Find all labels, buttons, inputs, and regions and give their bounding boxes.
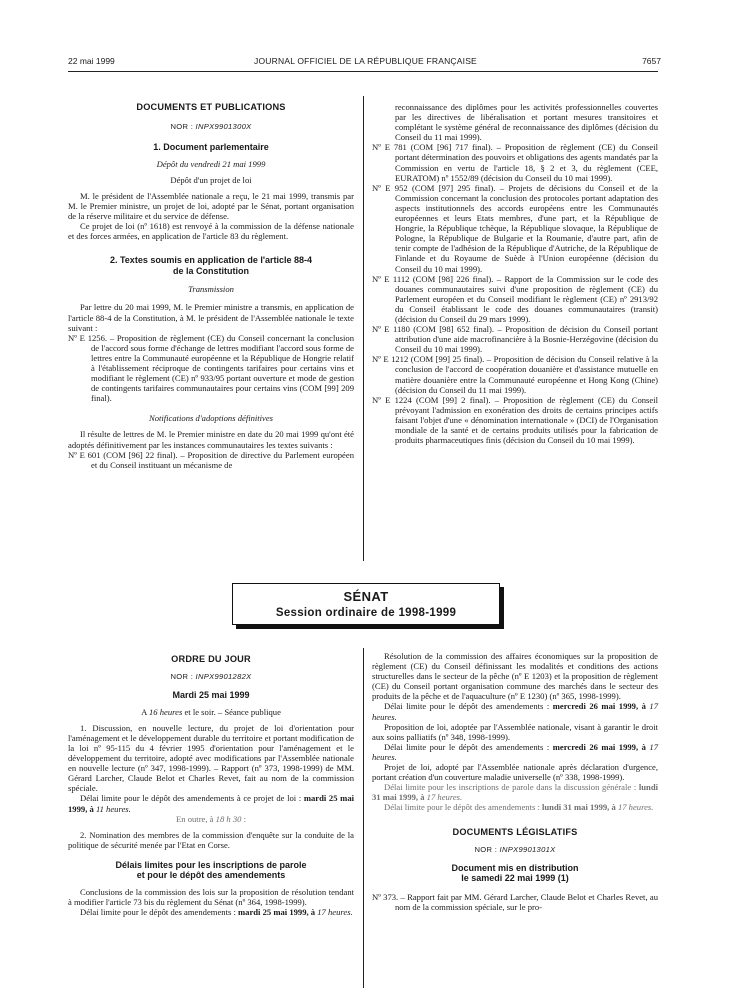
documents-legislatifs-title: DOCUMENTS LÉGISLATIFS (452, 826, 578, 837)
bottom-right-column (372, 651, 658, 912)
section-2-paragraph: Par lettre du 20 mai 1999, M. le Premier ministre a transmis, en application de l'article 88-4 de la Constitution, à M. le président de l'Assemblée nationale le texte suivant : (68, 302, 354, 333)
column-divider-bottom (363, 648, 364, 988)
agenda-item-2: 2. Nomination des membres de la commission d'enquête sur la conduite de la politique de sécurité menée par l'Etat en Corse. (68, 829, 354, 850)
list-item: Nº E 1212 (COM [99] 25 final). – Proposition de décision du Conseil relative à la conclusion de l'accord de coopération douanière et d'assistance mutuelle en matière douanière entre la Communauté européenne et Hong Kong (Chine) (décision du Conseil du 11 mai 1999). (372, 354, 658, 395)
ordre-du-jour-title: ORDRE DU JOUR (171, 654, 251, 664)
section-3-paragraph: Il résulte de lettres de M. le Premier ministre en date du 20 mai 1999 qu'ont été adoptés définitivement par les instances communautaires les textes suivants : (68, 429, 354, 450)
top-left-column (68, 102, 354, 470)
resolution-paragraph: Résolution de la commission des affaires économiques sur la proposition de règlement (CE) du Conseil définissant les modalités et conditions des actions structurelles dans le secteur de la pêche (nº E 1203) et la proposition de règlement (CE) du Conseil portant organisation commune des marchés dans le secteur des produits de la pêche et de l'aquaculture (nº E 1230) (nº 365, 1998-1999). (372, 651, 658, 702)
document-item: Nº 373. – Rapport fait par MM. Gérard Larcher, Claude Belot et Charles Revet, au nom de la commission spéciale, sur le pro- (372, 891, 658, 912)
section-2-title: 2. Textes soumis en application de l'article 88-4 de la Constitution (109, 255, 313, 276)
agenda-item-1: 1. Discussion, en nouvelle lecture, du projet de loi d'orientation pour l'aménagement et le développement durable du territoire et portant modification de la loi nº 95-115 du 4 février 1995 d'orientation pour l'aménagement et le développement du territoire, adopté avec modifications par l'Assemblée nationale en nouvelle lecture (nº 347, 1998-1999). – Rapport (nº 373, 1998-1999) de MM. Gérard Larcher, Claude Belot et Charles Revet, fait au nom de la commission spéciale. (68, 722, 354, 794)
projet-paragraph: Projet de loi, adopté par l'Assemblée nationale après déclaration d'urgence, portant création d'un couverture maladie universelle (nº 338, 1998-1999). (372, 762, 658, 783)
list-item: Nº E 952 (COM [97] 295 final). – Projets de décisions du Conseil et de la Commission concernant la conclusion des protocoles portant adaptation des aspects institutionnels des accords européens entre les Communautés européennes et leurs Etats membres, d'une part, et la République de Hongrie, la République tchèque, la République slovaque, la République de Pologne, la République de Bulgarie et la Roumanie, d'autre part, afin de tenir compte de l'adhésion de la République d'Autriche, de la République de Finlande et du Royaume de Suède à l'Union européenne (décision du Conseil du 10 mai 1999). (372, 182, 658, 274)
nor-reference: NOR : INPX9901301X (474, 844, 556, 854)
senat-title-box (232, 583, 500, 625)
header-rule (68, 71, 658, 72)
bottom-left-column (68, 654, 354, 917)
conclusions-paragraph: Conclusions de la commission des lois sur la proposition de résolution tendant à modifier l'article 73 bis du règlement du Sénat (nº 364, 1998-1999). (68, 886, 354, 907)
section-2-item: Nº E 1256. – Proposition de règlement (CE) du Conseil concernant la conclusion de l'accord sous forme d'échange de lettres modifiant l'accord sous forme de lettres entre la Communauté européenne et la République de Hongrie relatif à l'établissement réciproque de contingents tarifaires pour certains vins et modifiant le règlement (CE) nº 933/95 portant ouverture et mode de gestion de contingents tarifaires communautaires pour certains vins (COM [99] 209 final). (68, 332, 354, 404)
list-item: Nº E 1224 (COM [99] 2 final). – Proposition de règlement (CE) du Conseil prévoyant l'admission en exonération des droits de certains principes actifs faisant l'objet d'une « dénomination internationale » (DCI) de l'Organisation mondiale de la santé et de certains produits utilisés pour la fabrication de produits pharmaceutiques finis (décision du Conseil du 10 mai 1999). (372, 394, 658, 446)
page-header (0, 56, 731, 68)
section-1-date: Dépôt du vendredi 21 mai 1999 (156, 158, 266, 169)
header-date: 22 mai 1999 (68, 56, 115, 66)
section-2-subtitle: Transmission (188, 284, 234, 295)
senat-title: SÉNAT (343, 589, 389, 604)
column-divider-top (363, 96, 364, 561)
section-3-item: Nº E 601 (COM [96] 22 final). – Proposition de directive du Parlement européen et du Conseil instituant un mécanisme de (68, 449, 354, 470)
section-3-subtitle: Notifications d'adoptions définitives (148, 413, 274, 424)
header-journal-title: JOURNAL OFFICIEL DE LA RÉPUBLIQUE FRANÇAISE (254, 56, 477, 66)
deadline-amendments: Délai limite pour le dépôt des amendements : mardi 25 mai 1999, à 17 heures. (80, 907, 353, 918)
proposition-paragraph: Proposition de loi, adoptée par l'Assemblée nationale, visant à garantir le droit aux soins palliatifs (nº 348, 1998-1999). (372, 721, 658, 742)
top-right-column (372, 102, 658, 445)
deadline-amendments: Délai limite pour le dépôt des amendements : mercredi 26 mai 1999, à 17 heures. (372, 701, 658, 722)
section-1-subtitle: Dépôt d'un projet de loi (170, 174, 252, 185)
deadline-amendments: Délai limite pour le dépôt des amendements à ce projet de loi : mardi 25 mai 1999, à 11 heures. (68, 793, 355, 814)
list-item: Nº E 1112 (COM [98] 226 final). – Rapport de la Commission sur le code des douanes communautaires suivi d'une proposition de règlement (CE) du Parlement européen et du Conseil modifiant le règlement (CE) nº 2913/92 du Conseil établissant le code des douanes communautaires (transit) (décision du Conseil du 29 mars 1999). (372, 273, 658, 324)
distribution-title: Document mis en distribution le samedi 22 mai 1999 (1) (451, 862, 579, 884)
continued-item: reconnaissance des diplômes pour les activités professionnelles couvertes par les directives de libéralisation et portant mesures transitoires et complétant le système général de reconnaissance des diplômes (décision du Conseil du 11 mai 1999). (395, 102, 658, 143)
header-page-number: 7657 (642, 56, 661, 66)
deadlines-title: Délais limites pour les inscriptions de parole et pour le dépôt des amendements (115, 859, 307, 881)
deadline-amendments: Délai limite pour le dépôt des amendements : mercredi 26 mai 1999, à 17 heures. (372, 741, 658, 762)
nor-reference: NOR : INPX9901282X (170, 672, 252, 682)
session-day: Mardi 25 mai 1999 (172, 690, 250, 701)
section-1-title: 1. Document parlementaire (153, 142, 269, 153)
deadline-speakers: Délai limite pour les inscriptions de parole dans la discussion générale : lundi 31 mai 1999, à 17 heures. (372, 782, 658, 803)
deadline-amendments: Délai limite pour le dépôt des amendements : lundi 31 mai 1999, à 17 heures. (384, 802, 654, 813)
section-1-paragraph-1: M. le président de l'Assemblée nationale a reçu, le 21 mai 1999, transmis par M. le Premier ministre, un projet de loi, adopté par le Sénat, portant organisation de la réserve militaire et du service de défense. (68, 190, 354, 222)
session-time: A 16 heures et le soir. – Séance publique (141, 706, 281, 717)
list-item: Nº E 1180 (COM [98] 652 final). – Proposition de décision du Conseil portant attribution d'une aide macrofinancière à la Bosnie-Herzégovine (décision du Conseil du 10 mai 1999). (372, 324, 658, 355)
senat-session: Session ordinaire de 1998-1999 (275, 607, 457, 619)
additional-time: En outre, à 18 h 30 : (176, 813, 246, 824)
documents-publications-title: DOCUMENTS ET PUBLICATIONS (136, 102, 286, 112)
section-1-paragraph-2: Ce projet de loi (nº 1618) est renvoyé à la commission de la défense nationale et des forces armées, en application de l'article 83 du règlement. (68, 221, 354, 242)
nor-reference: NOR : INPX9901300X (170, 122, 252, 132)
list-item: Nº E 781 (COM [96] 717 final). – Proposition de règlement (CE) du Conseil portant détermination des pouvoirs et obligations des agents mandatés par la Commission en vertu de l'article 18, § 2 et 3, du règlement (CEE, EURATOM) nº 1552/89 (décision du Conseil du 10 mai 1999). (372, 142, 658, 183)
